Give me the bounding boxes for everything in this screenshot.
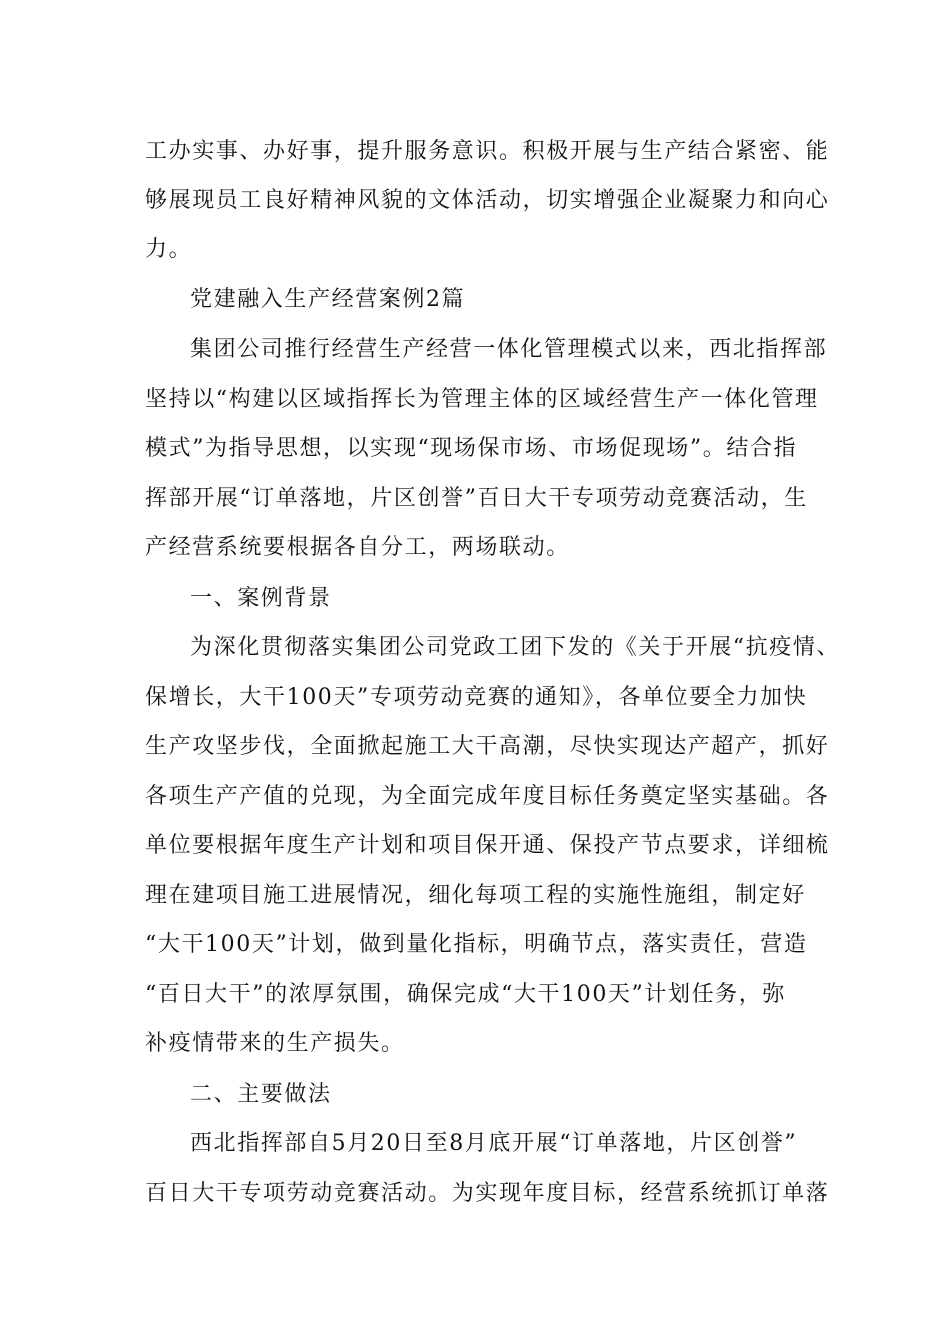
- paragraph-line: 为深化贯彻落实集团公司党政工团下发的《关于开展“抗疫情、: [190, 635, 841, 660]
- paragraph-line: 集团公司推行经营生产经营一体化管理模式以来，西北指挥部: [190, 337, 828, 362]
- paragraph-line: 坚持以“构建以区域指挥长为管理主体的区域经营生产一体化管理: [145, 387, 819, 412]
- paragraph-line: 单位要根据年度生产计划和项目保开通、保投产节点要求，详细梳: [145, 833, 830, 858]
- paragraph-line: 各项生产产值的兑现，为全面完成年度目标任务奠定坚实基础。各: [145, 784, 830, 809]
- section-heading: 一、案例背景: [190, 586, 332, 611]
- paragraph-line: “大干100天”计划，做到量化指标，明确节点，落实责任，营造: [145, 932, 808, 957]
- section-title: 党建融入生产经营案例2篇: [190, 287, 466, 312]
- paragraph-line: 生产攻坚步伐，全面掀起施工大干高潮，尽快实现达产超产，抓好: [145, 734, 830, 759]
- paragraph-line: 百日大干专项劳动竞赛活动。为实现年度目标，经营系统抓订单落: [145, 1181, 830, 1206]
- paragraph-line: 力。: [145, 237, 193, 262]
- paragraph-line: 理在建项目施工进展情况，细化每项工程的实施性施组，制定好: [145, 883, 806, 908]
- paragraph-line: 保增长，大干100天”专项劳动竞赛的通知》，各单位要全力加快: [145, 685, 808, 710]
- paragraph-line: 西北指挥部自5月20日至8月底开展“订单落地，片区创誉”: [190, 1131, 798, 1156]
- paragraph-line: 够展现员工良好精神风貌的文体活动，切实增强企业凝聚力和向心: [145, 188, 830, 213]
- paragraph-line: “百日大干”的浓厚氛围，确保完成“大干100天”计划任务，弥: [145, 982, 786, 1007]
- paragraph-line: 工办实事、办好事，提升服务意识。积极开展与生产结合紧密、能: [145, 139, 830, 164]
- paragraph-line: 模式”为指导思想，以实现“现场保市场、市场促现场”。结合指: [145, 436, 798, 461]
- section-heading: 二、主要做法: [190, 1082, 332, 1107]
- paragraph-line: 挥部开展“订单落地，片区创誉”百日大干专项劳动竞赛活动，生: [145, 486, 808, 511]
- paragraph-line: 补疫情带来的生产损失。: [145, 1031, 405, 1056]
- paragraph-line: 产经营系统要根据各自分工，两场联动。: [145, 535, 570, 560]
